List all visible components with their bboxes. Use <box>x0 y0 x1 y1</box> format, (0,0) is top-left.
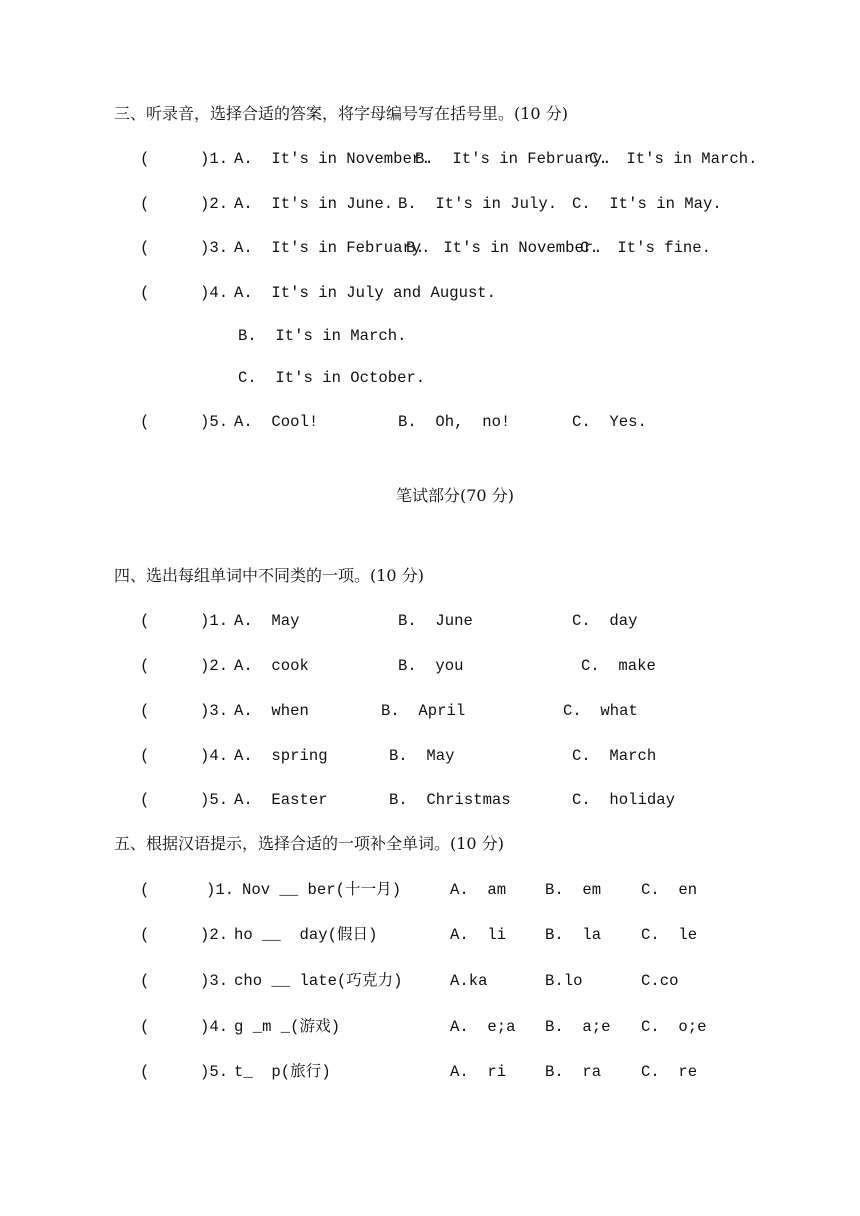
item-number: )4. <box>200 747 229 765</box>
option-b: B. you <box>398 657 464 675</box>
option-a: A. It's in July and August. <box>234 284 497 302</box>
option-c: C.co <box>641 972 679 990</box>
option-c: C. It's in May. <box>572 195 722 213</box>
option-b: B. It's in February. <box>415 150 612 168</box>
item-number: )1. <box>200 150 229 168</box>
option-a: A. am <box>450 881 507 899</box>
answer-paren[interactable]: ( <box>140 413 150 431</box>
option-b: B. Oh, no! <box>398 413 511 431</box>
option-b: B. a;e <box>545 1018 611 1036</box>
option-b: B. em <box>545 881 602 899</box>
answer-paren[interactable]: ( <box>140 195 150 213</box>
answer-paren[interactable]: ( <box>140 791 150 809</box>
item-number: )5. <box>200 1063 229 1081</box>
answer-paren[interactable]: ( <box>140 1063 150 1081</box>
item-number: )2. <box>200 926 229 944</box>
answer-paren[interactable]: ( <box>140 612 150 630</box>
section-5-heading: 五、根据汉语提示，选择合适的一项补全单词。(10 分) <box>114 834 504 853</box>
word-prompt: cho __ late(巧克力) <box>234 972 403 990</box>
option-a: A. li <box>450 926 507 944</box>
item-number: )2. <box>200 195 229 213</box>
option-a: A. May <box>234 612 300 630</box>
section-4-heading: 四、选出每组单词中不同类的一项。(10 分) <box>114 566 424 585</box>
option-a: A.ka <box>450 972 488 990</box>
option-c: C. It's in March. <box>589 150 758 168</box>
answer-paren[interactable]: ( <box>140 284 150 302</box>
word-prompt: g _m _(游戏) <box>234 1018 341 1036</box>
word-prompt: Nov __ ber(十一月) <box>242 881 402 899</box>
item-number: )1. <box>200 612 229 630</box>
option-c: C. what <box>563 702 638 720</box>
answer-paren[interactable]: ( <box>140 926 150 944</box>
option-c: C. It's in October. <box>238 369 426 387</box>
option-a: A. e;a <box>450 1018 516 1036</box>
option-c: C. March <box>572 747 657 765</box>
word-prompt: ho __ day(假日) <box>234 926 378 944</box>
answer-paren[interactable]: ( <box>140 657 150 675</box>
option-b: B. Christmas <box>389 791 511 809</box>
option-c: C. day <box>572 612 638 630</box>
option-a: A. ri <box>450 1063 507 1081</box>
item-number: )3. <box>200 702 229 720</box>
item-number: )3. <box>200 239 229 257</box>
item-number: )4. <box>200 284 229 302</box>
answer-paren[interactable]: ( <box>140 1018 150 1036</box>
written-part-title: 笔试部分(70 分) <box>396 486 514 505</box>
answer-paren[interactable]: ( <box>140 881 150 899</box>
answer-paren[interactable]: ( <box>140 239 150 257</box>
option-c: C. o;e <box>641 1018 707 1036</box>
option-a: A. It's in February. <box>234 239 431 257</box>
option-b: B. April <box>381 702 466 720</box>
item-number: )2. <box>200 657 229 675</box>
item-number: )5. <box>200 413 229 431</box>
item-number: )5. <box>200 791 229 809</box>
option-b: B. June <box>398 612 473 630</box>
word-prompt: t_ p(旅行) <box>234 1063 331 1081</box>
option-a: A. cook <box>234 657 309 675</box>
option-c: C. en <box>641 881 698 899</box>
option-a: A. Cool! <box>234 413 319 431</box>
item-number: )1. <box>206 881 235 899</box>
section-3-heading: 三、听录音，选择合适的答案，将字母编号写在括号里。(10 分) <box>114 104 568 123</box>
answer-paren[interactable]: ( <box>140 150 150 168</box>
option-c: C. holiday <box>572 791 675 809</box>
option-a: A. spring <box>234 747 328 765</box>
option-c: C. re <box>641 1063 698 1081</box>
option-a: A. It's in June. <box>234 195 394 213</box>
option-a: A. It's in November. <box>234 150 431 168</box>
answer-paren[interactable]: ( <box>140 972 150 990</box>
option-c: C. It's fine. <box>580 239 712 257</box>
answer-paren[interactable]: ( <box>140 702 150 720</box>
option-b: B.lo <box>545 972 583 990</box>
option-c: C. make <box>581 657 656 675</box>
option-a: A. Easter <box>234 791 328 809</box>
item-number: )3. <box>200 972 229 990</box>
option-c: C. Yes. <box>572 413 647 431</box>
option-b: B. ra <box>545 1063 602 1081</box>
option-b: B. It's in March. <box>238 327 407 345</box>
option-b: B. It's in November. <box>406 239 603 257</box>
option-b: B. May <box>389 747 455 765</box>
option-c: C. le <box>641 926 698 944</box>
item-number: )4. <box>200 1018 229 1036</box>
option-b: B. la <box>545 926 602 944</box>
option-a: A. when <box>234 702 309 720</box>
option-b: B. It's in July. <box>398 195 558 213</box>
answer-paren[interactable]: ( <box>140 747 150 765</box>
